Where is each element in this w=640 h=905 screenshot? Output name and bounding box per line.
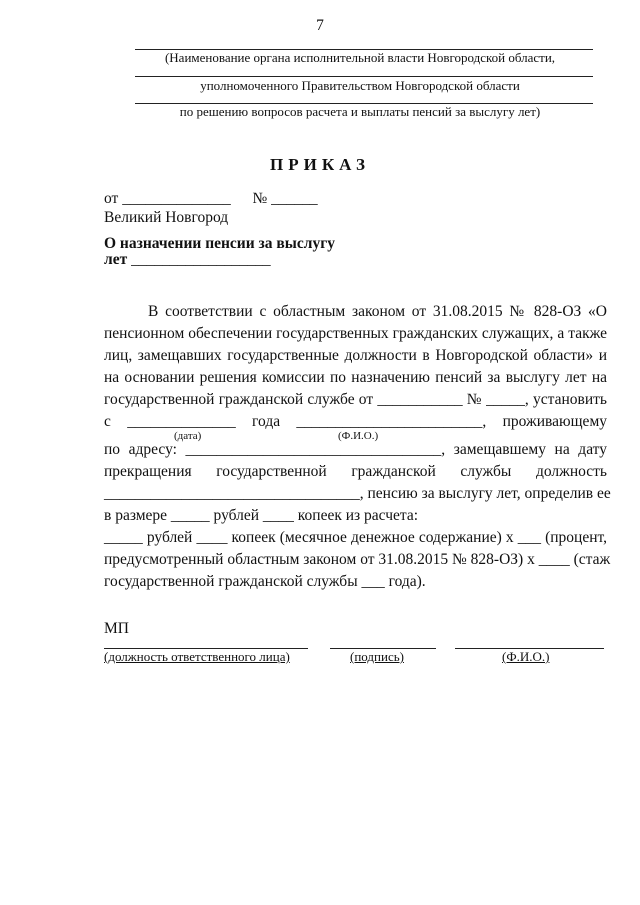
fio-caption: (Ф.И.О.) (502, 649, 550, 664)
page-title: ПРИКАЗ (270, 155, 370, 174)
header-text-3: по решению вопросов расчета и выплаты пенсий за выслугу лет) (179, 104, 541, 119)
number-label: № (252, 190, 268, 207)
body-line-8: прекращения государственной гражданской службы должность (104, 463, 607, 480)
body-line-6: с ______________ года ________________________, проживающему (104, 413, 607, 430)
body-line-5: государственной гражданской службе от ___________ № _____, установить (104, 391, 607, 408)
body-line-3: лиц, замещавших государственные должности в Новгородской области» и (104, 347, 607, 364)
header-text-1: (Наименование органа исполнительной власти Новгородской области, (164, 50, 556, 65)
header-text-2: уполномоченного Правительством Новгородской области (200, 78, 520, 93)
body-line-7: по адресу: _________________________________, замещавшему на дату (104, 441, 607, 458)
body-line-13: государственной гражданской службы ___ года). (104, 573, 426, 590)
caption-fio: (Ф.И.О.) (338, 430, 379, 442)
body-line-9: _________________________________, пенсию за выслугу лет, определив ее (104, 485, 611, 502)
body-line-4: на основании решения комиссии по назначению пенсий за выслугу лет на (104, 369, 607, 386)
subject-line-2 (104, 251, 271, 269)
body-line-12: предусмотренный областным законом от 31.08.2015 № 828-ОЗ) х ____ (стаж (104, 551, 611, 568)
body-line-1: В соответствии с областным законом от 31.08.2015 № 828-ОЗ «О (148, 303, 607, 320)
date-blank: ______________ (122, 190, 231, 207)
stamp-mark: МП (104, 620, 129, 637)
position-caption: (должность ответственного лица) (104, 649, 290, 664)
caption-date: (дата) (174, 430, 202, 442)
subject-label: лет (104, 251, 128, 268)
city: Великий Новгород (104, 209, 229, 226)
date-row (104, 190, 318, 208)
body-line-2: пенсионном обеспечении государственных гражданских служащих, а также (104, 325, 607, 342)
from-label: от (104, 190, 119, 207)
subject-line-1: О назначении пенсии за выслугу (104, 235, 335, 252)
body-line-11: _____ рублей ____ копеек (месячное денежное содержание) х ___ (процент, (104, 529, 607, 546)
body-line-10: в размере _____ рублей ____ копеек из расчета: (104, 507, 419, 524)
sign-caption: (подпись) (350, 649, 404, 664)
page-number: 7 (316, 17, 324, 34)
subject-blank: __________________ (131, 251, 271, 268)
number-blank: ______ (271, 190, 318, 207)
header-line-2 (135, 76, 593, 77)
